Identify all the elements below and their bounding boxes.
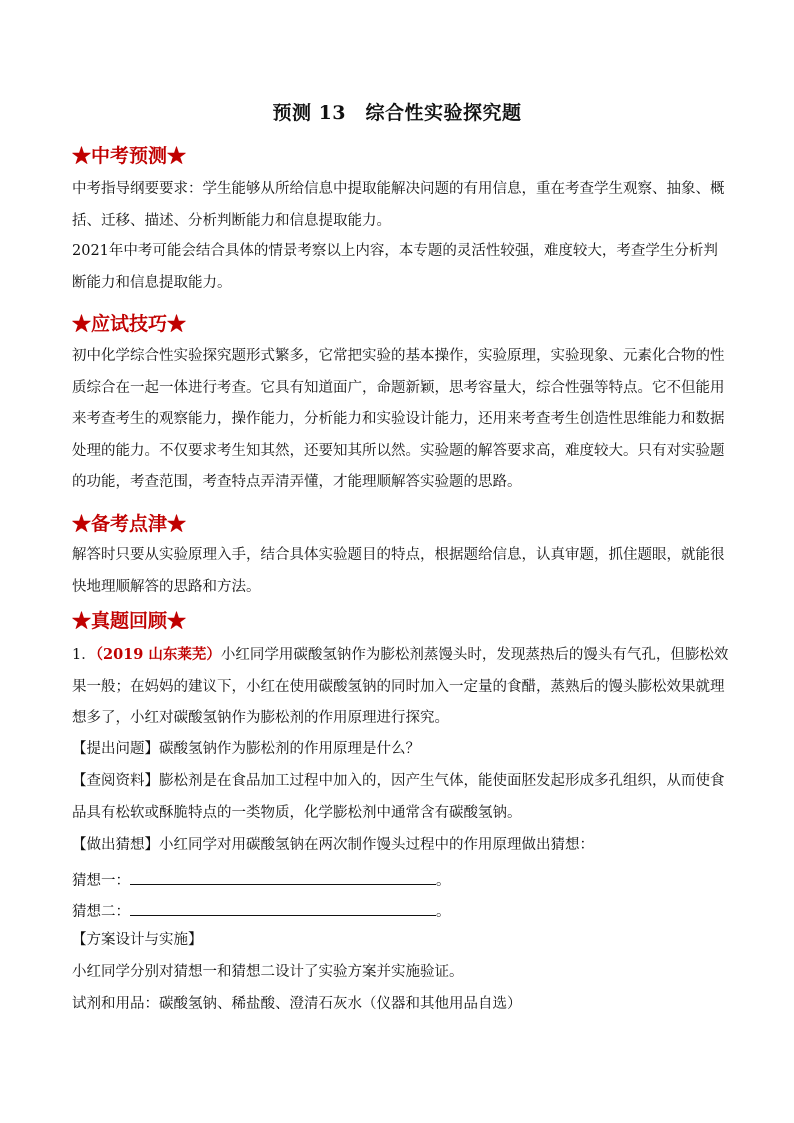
consult-info: 【查阅资料】膨松剂是在食品加工过程中加入的，因产生气体，能使面胚发起形成多孔组织，从而使食品具有松软或酥脆特点的一类物质，化学膨松剂中通常含有碳酸氢钠。 [72, 773, 725, 821]
review-heading: ★真题回顾★ [72, 610, 187, 632]
question-number: 1． [72, 647, 96, 663]
guess-1-label: 猜想一： [72, 873, 130, 889]
guess-2-blank[interactable] [130, 901, 436, 916]
guess-1-blank[interactable] [130, 870, 436, 885]
question-1-stem [72, 639, 732, 735]
guess-2-line [72, 900, 732, 921]
page-title: 预测 13 综合性实验探究题 [272, 102, 522, 124]
skills-heading: ★应试技巧★ [72, 313, 187, 335]
guess-intro: 【做出猜想】小红同学对用碳酸氢钠在两次制作馒头过程中的作用原理做出猜想： [72, 837, 594, 853]
reagents-text: 试剂和用品：碳酸氢钠、稀盐酸、澄清石灰水（仪器和其他用品自选） [72, 996, 522, 1012]
forecast-paragraph-1: 中考指导纲要要求：学生能够从所给信息中提取能解决问题的有用信息，重在考查学生观察、抽象、概括、迁移、描述、分析判断能力和信息提取能力。 [72, 181, 725, 229]
forecast-heading: ★中考预测★ [72, 145, 187, 167]
guess-2-label: 猜想二： [72, 904, 130, 920]
design-text: 小红同学分别对猜想一和猜想二设计了实验方案并实施验证。 [72, 964, 464, 980]
guess-2-period: 。 [436, 904, 451, 920]
skills-paragraph: 初中化学综合性实验探究题形式繁多，它常把实验的基本操作，实验原理，实验现象、元素化合物的性质综合在一起一体进行考查。它具有知道面广，命题新颖，思考容量大，综合性强等特点。它不但能用来考查考生的观察能力，操作能力，分析能力和实验设计能力，还用来考查考生创造性思维能力和数据处理的能力。不仅要求考生知其然，还要知其所以然。实验题的解答要求高，难度较大。只有对实验题的功能，考查范围，考查特点弄清弄懂，才能理顺解答实验题的思路。 [72, 348, 725, 490]
ask-question: 【提出问题】碳酸氢钠作为膨松剂的作用原理是什么？ [72, 741, 420, 757]
guess-1-line [72, 869, 732, 890]
question-source: （2019 山东莱芜） [95, 646, 221, 663]
design-heading: 【方案设计与实施】 [72, 932, 203, 948]
forecast-paragraph-2: 2021年中考可能会结合具体的情景考察以上内容，本专题的灵活性较强，难度较大，考查学生分析判断能力和信息提取能力。 [72, 243, 718, 291]
guess-1-period: 。 [436, 873, 451, 889]
tips-paragraph: 解答时只要从实验原理入手，结合具体实验题目的特点，根据题给信息，认真审题，抓住题眼，就能很快地理顺解答的思路和方法。 [72, 547, 725, 595]
tips-heading: ★备考点津★ [72, 513, 187, 535]
question-text: 小红同学用碳酸氢钠作为膨松剂蒸馒头时，发现蒸热后的馒头有气孔，但膨松效果一般；在妈妈的建议下，小红在使用碳酸氢钠的同时加入一定量的食醋，蒸熟后的馒头膨松效果就理想多了，小红对碳酸氢钠作为膨松剂的作用原理进行探究。 [72, 647, 729, 726]
